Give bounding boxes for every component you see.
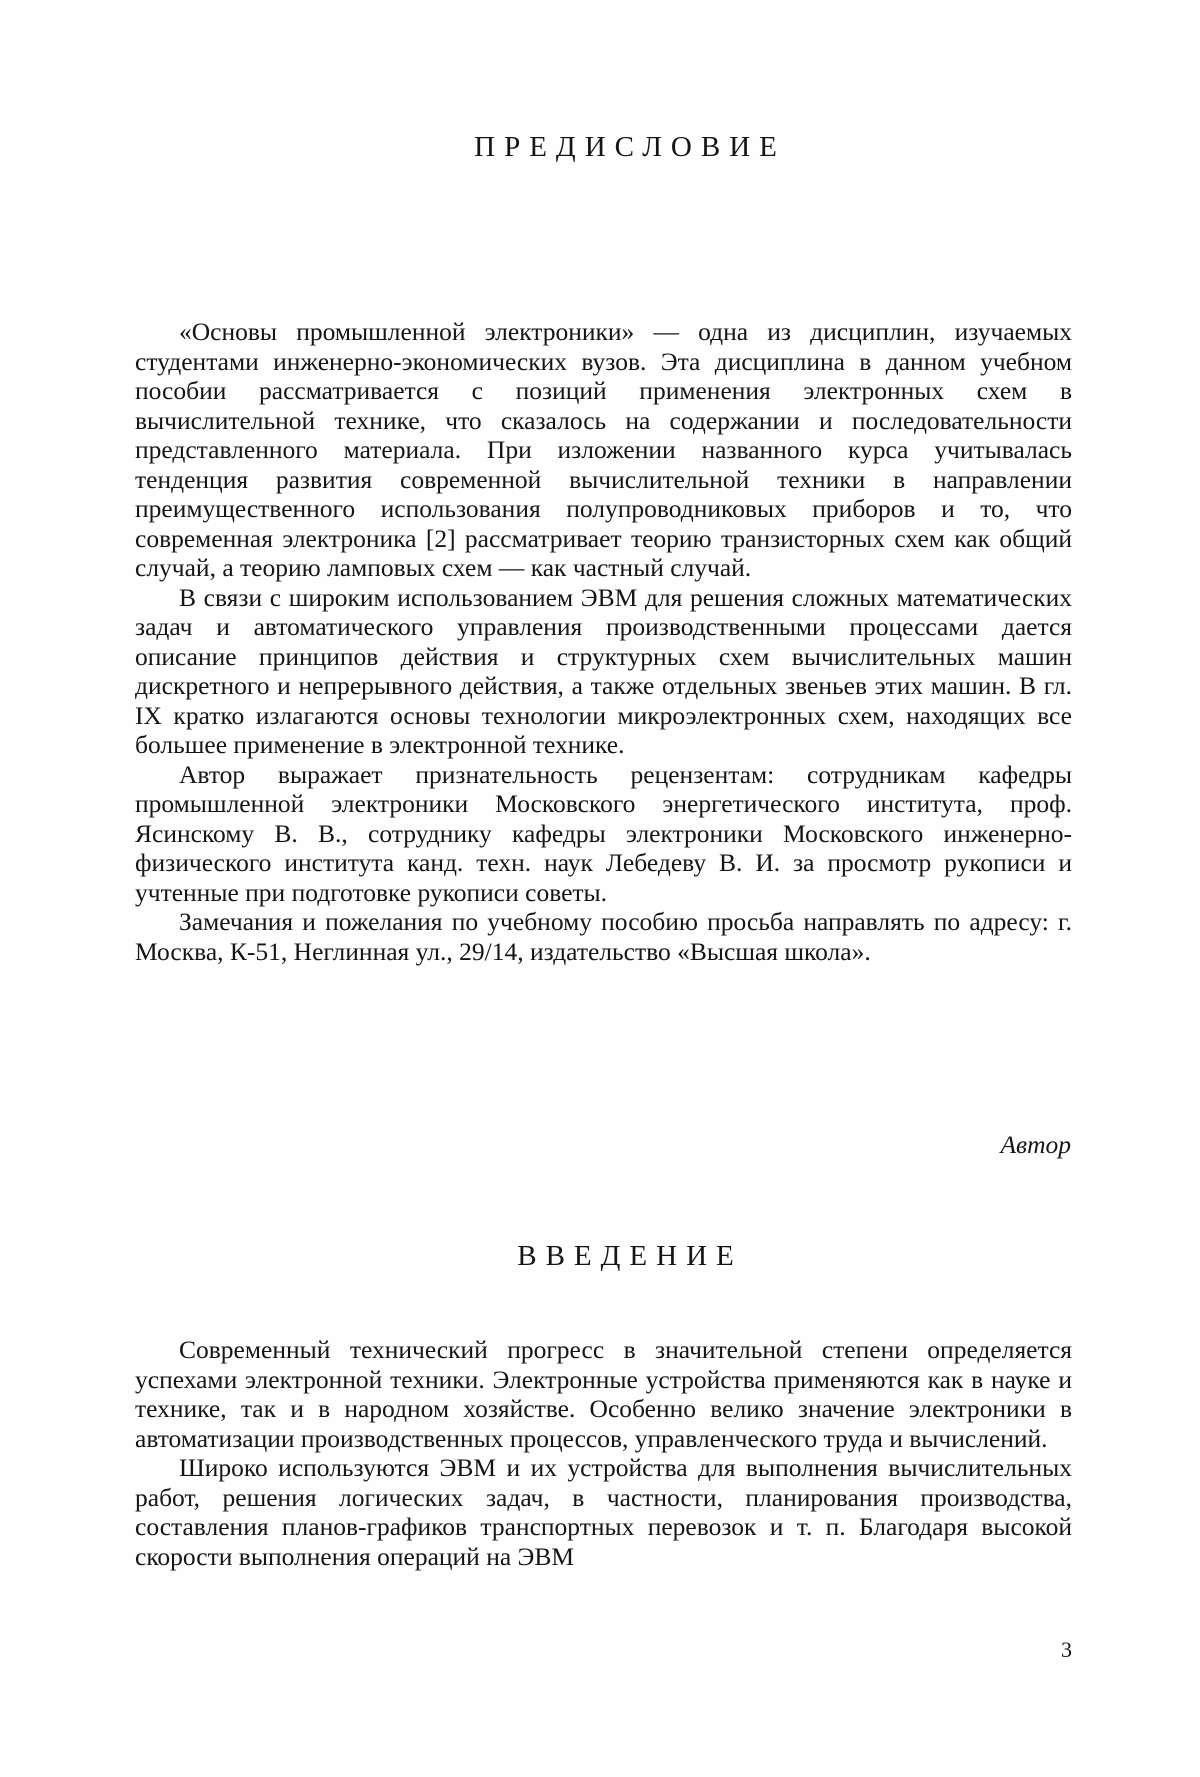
preface-signature: Автор [1000,1130,1071,1160]
introduction-title: ВВЕДЕНИЕ [30,1240,1200,1273]
introduction-paragraph: Современный технический прогресс в значительной степени определяется успехами электронной техники. Электронные устройства применяются как в науке и технике, так и в народном хозяйстве. Особенно велико значение электроники в автоматизации производственных процессов, управленческого труда и вычислений. [135,1335,1072,1453]
introduction-paragraph: Широко используются ЭВМ и их устройства для выполнения вычислительных работ, решения логических задач, в частности, планирования производства, составления планов-графиков транспортных перевозок и т. п. Благодаря высокой скорости выполнения операций на ЭВМ [135,1453,1072,1571]
preface-paragraph: В связи с широким использованием ЭВМ для решения сложных математических задач и автоматического управления производственными процессами дается описание принципов действия и структурных схем вычислительных машин дискретного и непрерывного действия, а также отдельных звеньев этих машин. В гл. IX кратко излагаются основы технологии микроэлектронных схем, находящих все большее применение в электронной технике. [135,583,1072,760]
page-number: 3 [1061,1637,1072,1663]
preface-title: ПРЕДИСЛОВИЕ [30,131,1200,164]
preface-body [135,317,1072,966]
book-page [0,0,1200,1777]
preface-paragraph: Автор выражает признательность рецензентам: сотрудникам кафедры промышленной электроники Московского энергетического института, проф. Ясинскому В. В., сотруднику кафедры электроники Московского инженерно-физического института канд. техн. наук Лебедеву В. И. за просмотр рукописи и учтенные при подготовке рукописи советы. [135,760,1072,908]
preface-paragraph: Замечания и пожелания по учебному пособию просьба направлять по адресу: г. Москва, К-51, Неглинная ул., 29/14, издательство «Высшая школа». [135,907,1072,966]
preface-paragraph: «Основы промышленной электроники» — одна из дисциплин, изучаемых студентами инженерно-экономических вузов. Эта дисциплина в данном учебном пособии рассматривается с позиций применения электронных схем в вычислительной технике, что сказалось на содержании и последовательности представленного материала. При изложении названного курса учитывалась тенденция развития современной вычислительной техники в направлении преимущественного использования полупроводниковых приборов и то, что современная электроника [2] рассматривает теорию транзисторных схем как общий случай, а теорию ламповых схем — как частный случай. [135,317,1072,583]
introduction-body [135,1335,1072,1571]
